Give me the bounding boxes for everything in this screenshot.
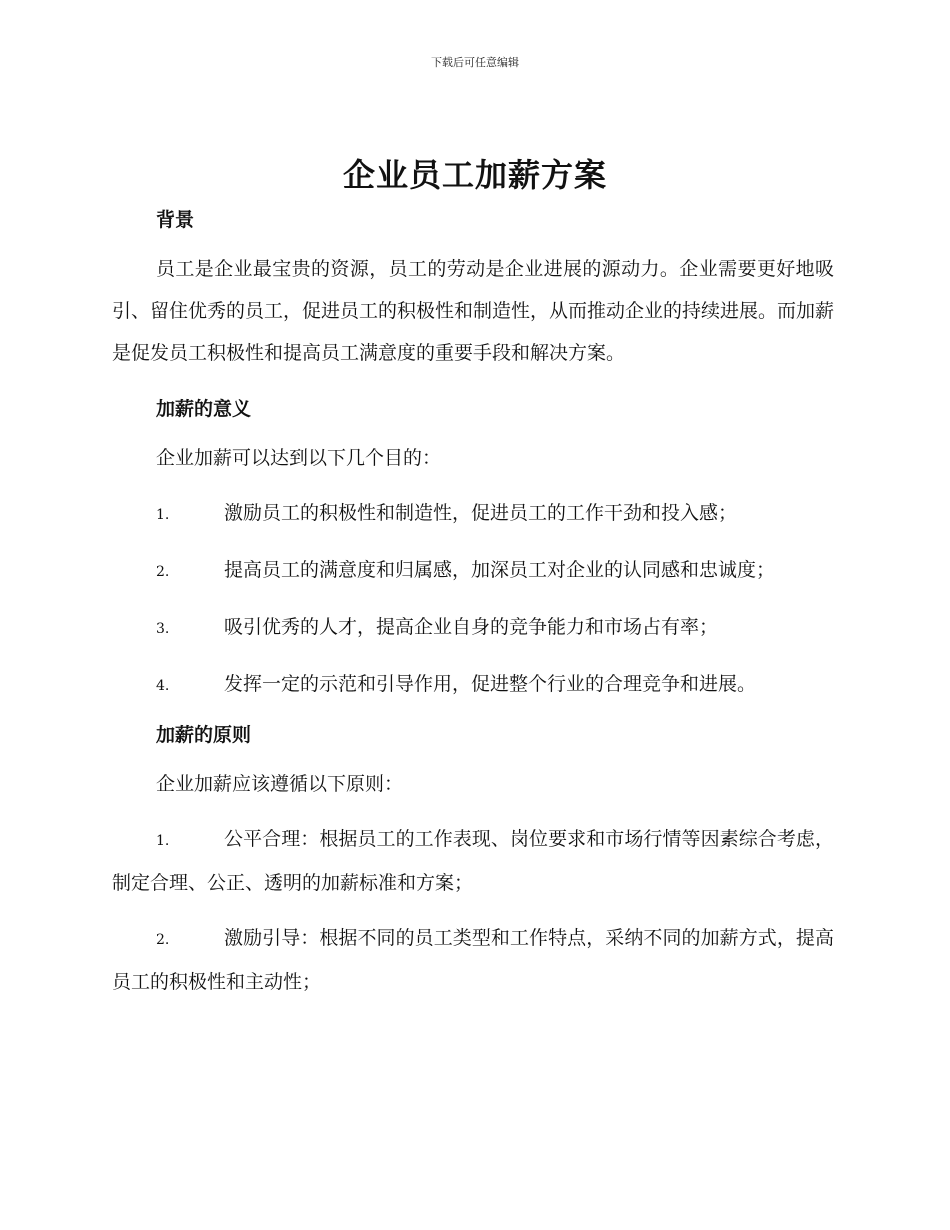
list-item-text: 发挥一定的示范和引导作用，促进整个行业的合理竞争和进展。 — [224, 673, 757, 695]
list-item-text: 激励引导：根据不同的员工类型和工作特点，采纳不同的加薪方式，提高员工的积极性和主动性； — [112, 927, 834, 993]
list-item-number: 1. — [156, 833, 170, 849]
list-item — [112, 818, 834, 904]
section-heading-significance: 加薪的意义 — [156, 398, 252, 420]
page-header-note: 下载后可任意编辑 — [431, 56, 519, 69]
list-item — [112, 917, 834, 1003]
list-item-text: 吸引优秀的人才，提高企业自身的竞争能力和市场占有率； — [224, 616, 719, 638]
list-item-number: 2. — [156, 564, 170, 580]
list-item — [112, 492, 834, 536]
list-item-text: 激励员工的积极性和制造性，促进员工的工作干劲和投入感； — [224, 502, 738, 524]
list-item — [112, 549, 834, 593]
list-item-text: 公平合理：根据员工的工作表现、岗位要求和市场行情等因素综合考虑，制定合理、公正、透明的加薪标准和方案； — [112, 828, 834, 894]
list-item — [112, 606, 834, 650]
background-paragraph: 员工是企业最宝贵的资源，员工的劳动是企业进展的源动力。企业需要更好地吸引、留住优秀的员工，促进员工的积极性和制造性，从而推动企业的持续进展。而加薪是促发员工积极性和提高员工满意度的重要手段和解决方案。 — [112, 258, 835, 364]
document-body — [112, 205, 834, 1003]
list-item-number: 2. — [156, 932, 170, 948]
principles-intro: 企业加薪应该遵循以下原则： — [156, 773, 404, 795]
section-heading-principles: 加薪的原则 — [156, 724, 252, 746]
section-heading-background: 背景 — [156, 209, 195, 231]
list-item-number: 4. — [156, 678, 170, 694]
list-item-number: 3. — [156, 621, 170, 637]
list-item — [112, 663, 834, 707]
document-title: 企业员工加薪方案 — [342, 156, 607, 194]
list-item-number: 1. — [156, 507, 170, 523]
significance-intro: 企业加薪可以达到以下几个目的： — [156, 447, 442, 469]
list-item-text: 提高员工的满意度和归属感，加深员工对企业的认同感和忠诚度； — [224, 559, 776, 581]
